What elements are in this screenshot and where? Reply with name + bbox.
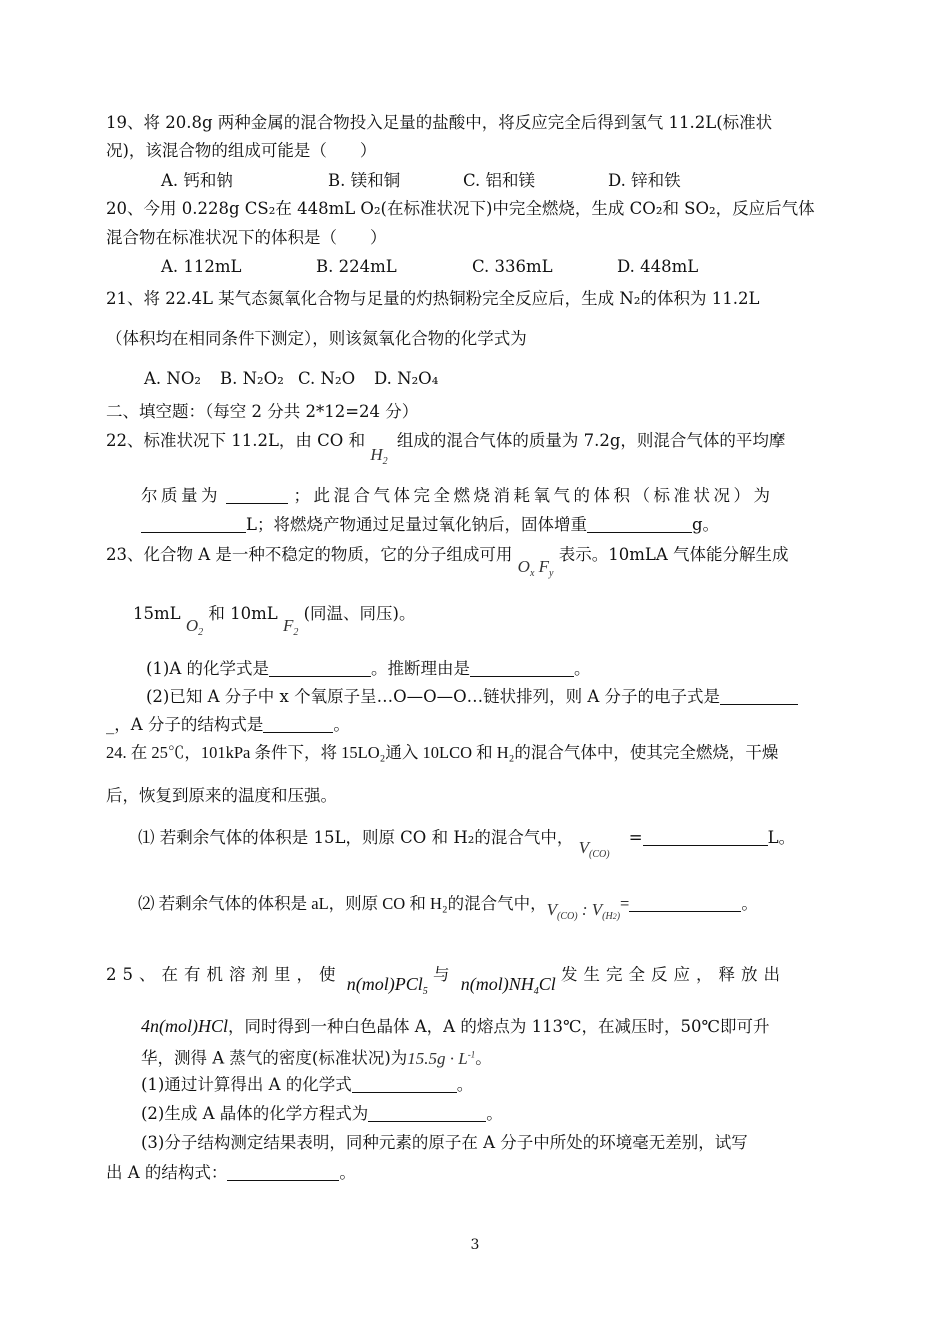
- q25-part2: [141, 1103, 846, 1125]
- q24-part2-eq: =: [620, 894, 630, 913]
- q24-line1: 24. 在 25℃，101kPa 条件下，将 15LO₂通入 10LCO 和 H₂的混合气体中，使其完全燃烧，干燥: [106, 743, 779, 762]
- q24-co-sub: (CO): [588, 849, 610, 860]
- q24-h2-sub-text: (H: [602, 911, 613, 922]
- q25-line2: [141, 1015, 846, 1038]
- q22-text-a: 22、标准状况下 11.2L，由 CO 和: [106, 431, 366, 450]
- q25-density-sup: -1: [467, 1049, 476, 1059]
- q25-part4-text: 出 A 的结构式：: [106, 1163, 228, 1182]
- q22-blank-molar-mass[interactable]: [226, 488, 288, 504]
- q25-nh4cl-sub: 4: [533, 986, 539, 997]
- q24-part1-text-c: L。: [767, 828, 796, 847]
- q23-part2-cont: [106, 714, 846, 736]
- q24-part2-text-c: 。: [741, 894, 758, 913]
- q22-h2-formula: [370, 445, 388, 467]
- q23-text-a: 23、化合物 A 是一种不稳定的物质，它的分子组成可用: [106, 545, 513, 564]
- q19-option-a: A. 钙和钠: [161, 171, 233, 190]
- q25-text-e: 。: [475, 1048, 492, 1068]
- q25-part1-text: (1)通过计算得出 A 的化学式: [141, 1075, 352, 1094]
- q21-line2: （体积均在相同条件下测定），则该氮氧化合物的化学式为: [106, 329, 527, 348]
- q24-blank-vco[interactable]: [643, 830, 768, 846]
- q23-text-d: 和 10mL: [208, 604, 278, 623]
- q20-line2: 混合物在标准状况下的体积是（ ）: [106, 228, 387, 247]
- q24-v2: V: [546, 900, 558, 919]
- q22-text-b: 组成的混合气体的质量为 7.2g，则混合气体的平均摩: [396, 431, 786, 450]
- q24-colon: :: [577, 900, 592, 919]
- q22-line3: [141, 514, 846, 536]
- q21-option-b: B. N₂O₂: [220, 369, 284, 388]
- q23-o2-formula: [185, 616, 204, 638]
- q22-blank-mass-gain[interactable]: [587, 517, 692, 533]
- q22-line2: [141, 485, 846, 507]
- q25-density-value: 15.5g · L: [407, 1048, 468, 1068]
- q23-blank-electron-formula[interactable]: [720, 689, 798, 705]
- q21-option-a: A. NO₂: [144, 369, 201, 388]
- q23-part2: [146, 686, 846, 708]
- q25-part4-end: 。: [339, 1163, 356, 1182]
- q24-v3: V: [591, 900, 603, 919]
- q23-part1-text-b: 。推断理由是: [371, 659, 471, 678]
- q23-f2-formula: [282, 616, 299, 638]
- q25-pcl5-formula: [346, 974, 428, 997]
- q24-ratio-formula: [546, 900, 621, 922]
- q23-o2-main: O: [185, 616, 199, 635]
- q20-option-c: C. 336mL: [472, 257, 553, 276]
- q23-part1: [146, 658, 846, 680]
- q23-blank-reason[interactable]: [470, 661, 574, 677]
- q24-part2-text-a: ⑵ 若剩余气体的体积是 aL，则原 CO 和 H₂的混合气中，: [138, 894, 547, 913]
- q22-text-d: ；此混合气体完全燃烧消耗氧气的体积（标准状况）为: [293, 486, 774, 505]
- q23-line2: [133, 603, 873, 638]
- q19-option-d: D. 锌和铁: [608, 171, 681, 190]
- q19-line2: 况)，该混合物的组成可能是（ ）: [106, 141, 377, 160]
- q23-o: O: [517, 557, 530, 576]
- page-number: 3: [470, 1237, 480, 1253]
- q25-nh4cl-formula: [460, 974, 556, 997]
- q23-text-e: (同温、同压)。: [303, 604, 416, 623]
- q24-part1: [138, 827, 846, 860]
- q22-text-f: g。: [691, 515, 720, 534]
- q25-density: [407, 1049, 475, 1068]
- q25-part1-end: 。: [456, 1075, 474, 1094]
- q24-v1: V: [578, 838, 589, 857]
- q23-part2-text-a: (2)已知 A 分子中 x 个氧原子呈…O—O—O…链状排列，则 A 分子的电子式是: [146, 687, 721, 706]
- q24-vco-formula: [578, 838, 610, 860]
- q23-part1-text-a: (1)A 的化学式是: [146, 659, 270, 678]
- q22-h2-sub: 2: [382, 456, 388, 467]
- q23-f2-main: F: [282, 616, 294, 635]
- q24-co-sub-2: (CO): [557, 911, 578, 922]
- q25-line1: [106, 963, 846, 997]
- q20-option-b: B. 224mL: [316, 257, 397, 276]
- q22-line1: [106, 430, 846, 467]
- q20-line1: 20、今用 0.228g CS₂在 448mL O₂(在标准状况下)中完全燃烧，生成 CO₂和 SO₂，反应后气体: [106, 199, 815, 218]
- q21-line1: 21、将 22.4L 某气态氮氧化合物与足量的灼热铜粉完全反应后，生成 N₂的体积为 11.2L: [106, 289, 760, 308]
- q23-text-b: 表示。10mLA 气体能分解生成: [558, 545, 789, 564]
- q25-text-c: ，同时得到一种白色晶体 A，A 的熔点为 113℃，在减压时，50℃即可升: [228, 1017, 770, 1036]
- q23-blank-structural-formula[interactable]: [263, 717, 333, 733]
- q23-f2-sub: 2: [293, 627, 299, 638]
- q24-line2: 后，恢复到原来的温度和压强。: [106, 786, 337, 805]
- q23-line1: [106, 544, 846, 579]
- q22-h2-main: H: [370, 445, 383, 464]
- q19-line1: 19、将 20.8g 两种金属的混合物投入足量的盐酸中，将反应完全后得到氢气 11.2L(标准状: [106, 113, 773, 132]
- q24-part1-text-a: ⑴ 若剩余气体的体积是 15L，则原 CO 和 H₂的混合气中，: [138, 828, 574, 847]
- q25-text-a: 25、在有机溶剂里，使: [106, 965, 342, 984]
- q25-blank-structure[interactable]: [227, 1165, 339, 1181]
- q23-x: x: [529, 568, 535, 579]
- q21-option-c: C. N₂O: [298, 369, 356, 388]
- q20-option-d: D. 448mL: [617, 257, 699, 276]
- q23-o2-sub: 2: [198, 627, 204, 638]
- q19-option-b: B. 镁和铜: [328, 171, 401, 190]
- q23-part1-text-c: 。: [574, 659, 591, 678]
- q25-line3: [141, 1043, 846, 1070]
- q25-part1: [141, 1074, 846, 1096]
- q25-part3: (3)分子结构测定结果表明，同种元素的原子在 A 分子中所处的环境毫无差别，试写: [141, 1133, 748, 1152]
- q23-y: y: [549, 568, 554, 579]
- q25-pcl5-sub: 5: [422, 986, 428, 997]
- q20-option-a: A. 112mL: [161, 257, 242, 276]
- q23-text-c: 15mL: [133, 604, 181, 623]
- q25-pcl5-main: n(mol)PCl: [346, 974, 423, 994]
- q24-blank-ratio[interactable]: [629, 896, 741, 912]
- q23-oxfy-formula: [517, 557, 554, 579]
- q25-text-d: 华，测得 A 蒸气的密度(标准状况)为: [141, 1048, 408, 1068]
- q25-part2-end: 。: [486, 1104, 503, 1123]
- q25-text-b: 发生完全反应，释放出: [561, 965, 787, 984]
- q24-part1-eq: =: [628, 828, 643, 847]
- q25-nh4cl-cl: Cl: [538, 974, 556, 994]
- q24-h2-sub: (H2): [602, 911, 621, 922]
- q25-blank-formula[interactable]: [352, 1077, 457, 1093]
- q23-part2-text-b: _，A 分子的结构式是: [106, 715, 264, 734]
- q23-blank-formula[interactable]: [269, 661, 371, 677]
- q25-hcl-formula: 4n(mol)HCl: [141, 1016, 228, 1036]
- q23-part2-text-c: 。: [333, 715, 350, 734]
- q25-part2-text: (2)生成 A 晶体的化学方程式为: [141, 1104, 369, 1123]
- q25-blank-equation[interactable]: [368, 1106, 486, 1122]
- q21-option-d: D. N₂O₄: [374, 369, 439, 388]
- q23-f: F: [538, 557, 550, 576]
- q22-text-e: L；将燃烧产物通过足量过氧化钠后，固体增重: [246, 515, 587, 534]
- q25-yu: 与: [433, 965, 456, 984]
- q25-part4: [106, 1162, 846, 1184]
- section-title-fill-in: 二、填空题：（每空 2 分共 2*12=24 分）: [106, 402, 419, 421]
- q22-blank-oxygen-volume[interactable]: [141, 517, 246, 533]
- q22-text-c: 尔质量为: [141, 486, 221, 505]
- q19-option-c: C. 铝和镁: [463, 171, 536, 190]
- q24-part2: [138, 893, 846, 922]
- q25-nh4cl-main: n(mol)NH: [460, 974, 534, 994]
